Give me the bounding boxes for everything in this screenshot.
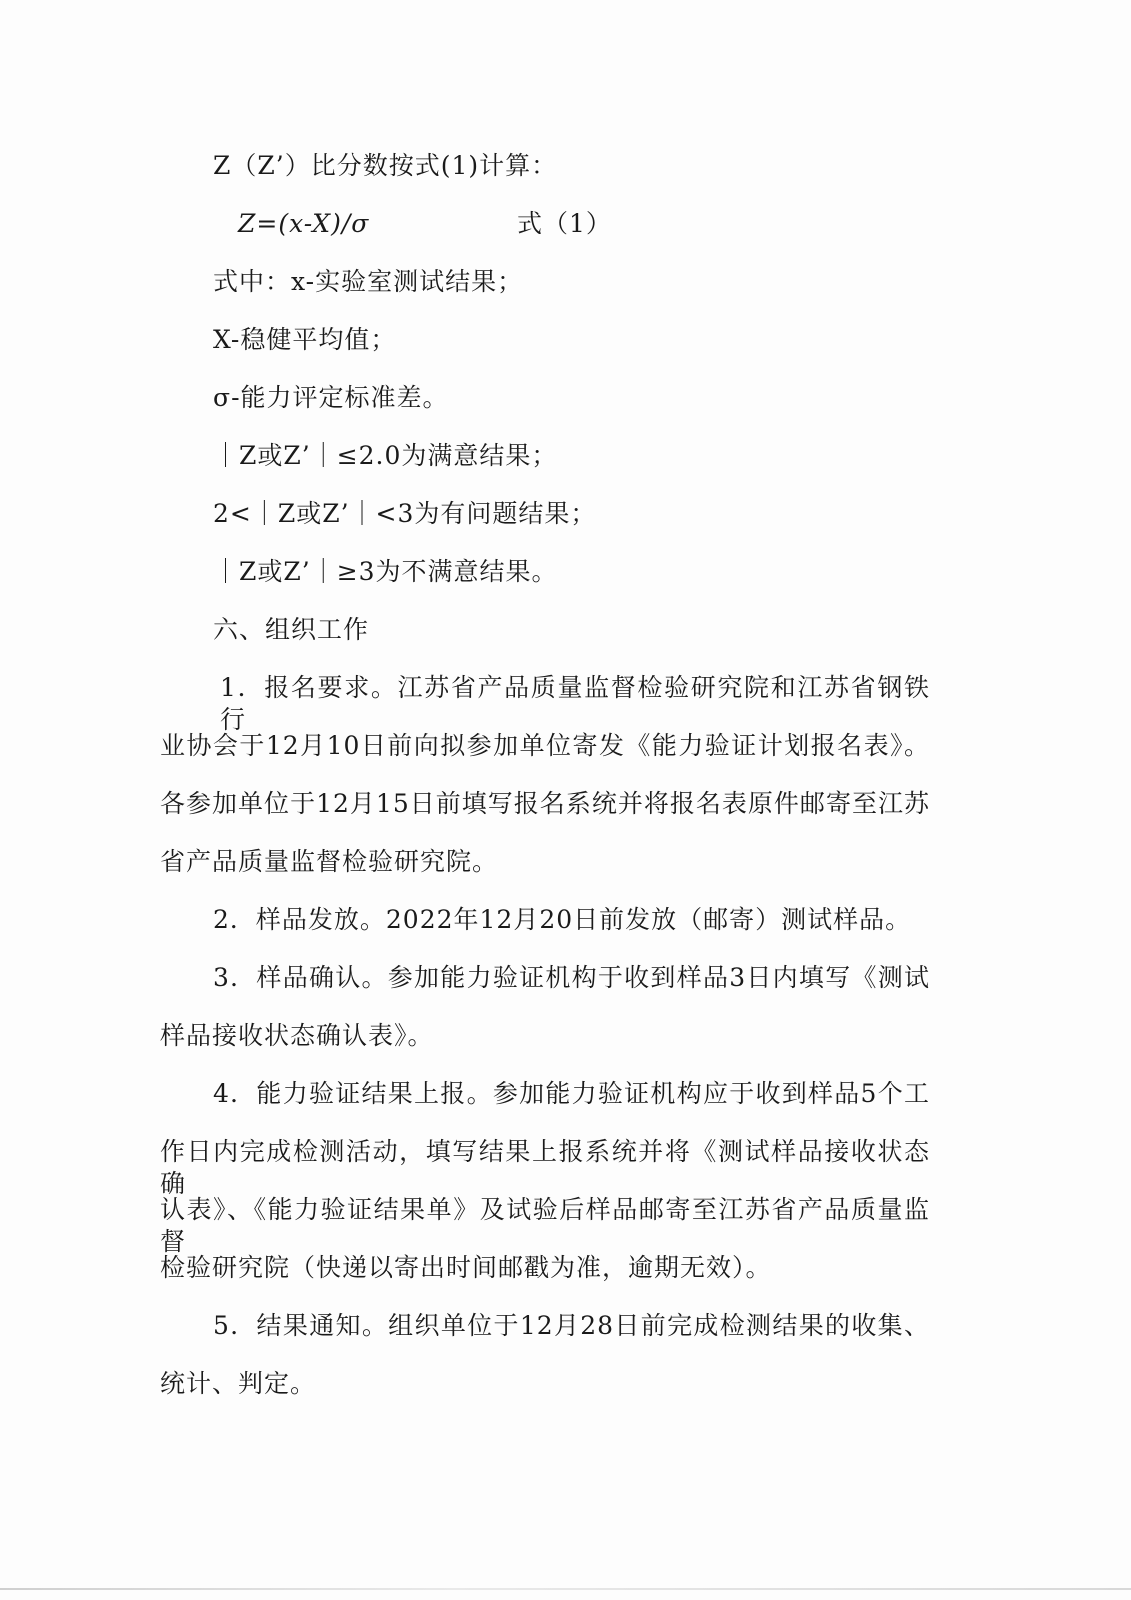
item4-line1: 4．能力验证结果上报。参加能力验证机构应于收到样品5个工 <box>213 1079 930 1108</box>
item4-line4: 检验研究院（快递以寄出时间邮戳为准，逾期无效）。 <box>160 1253 772 1282</box>
item1-line1: 1．报名要求。江苏省产品质量监督检验研究院和江苏省钢铁行 <box>220 673 930 734</box>
formula-expression: Z=(x-X)/σ <box>238 209 370 238</box>
definition-x: 式中：x-实验室测试结果； <box>213 267 524 296</box>
item3-line1: 3．样品确认。参加能力验证机构于收到样品3日内填写《测试 <box>213 963 930 992</box>
item1-line4: 省产品质量监督检验研究院。 <box>160 847 499 876</box>
item4-line2: 作日内完成检测活动，填写结果上报系统并将《测试样品接收状态确 <box>160 1137 930 1198</box>
scan-bottom-edge <box>0 1588 1131 1590</box>
item2-sample-distribution: 2．样品发放。2022年12月20日前发放（邮寄）测试样品。 <box>213 905 912 934</box>
z-score-intro: Z（Z’）比分数按式(1)计算： <box>213 151 558 180</box>
criterion-questionable: 2<｜Z或Z’｜<3为有问题结果； <box>213 499 597 528</box>
criterion-unsatisfactory: ｜Z或Z’｜≥3为不满意结果。 <box>213 557 558 586</box>
definition-robust-mean: X-稳健平均值； <box>213 325 397 354</box>
criterion-satisfactory: ｜Z或Z’｜≤2.0为满意结果； <box>213 441 558 470</box>
section-heading-organization: 六、组织工作 <box>213 615 370 644</box>
item5-line2: 统计、判定。 <box>160 1369 317 1398</box>
item1-line2: 业协会于12月10日前向拟参加单位寄发《能力验证计划报名表》。 <box>160 731 930 760</box>
item4-line3: 认表》、《能力验证结果单》及试验后样品邮寄至江苏省产品质量监督 <box>160 1195 930 1256</box>
formula-label: 式（1） <box>517 209 612 238</box>
item1-line3: 各参加单位于12月15日前填写报名系统并将报名表原件邮寄至江苏 <box>160 789 930 818</box>
item3-line2: 样品接收状态确认表》。 <box>160 1021 434 1050</box>
item5-line1: 5．结果通知。组织单位于12月28日前完成检测结果的收集、 <box>213 1311 930 1340</box>
definition-sigma: σ-能力评定标准差。 <box>213 383 449 412</box>
